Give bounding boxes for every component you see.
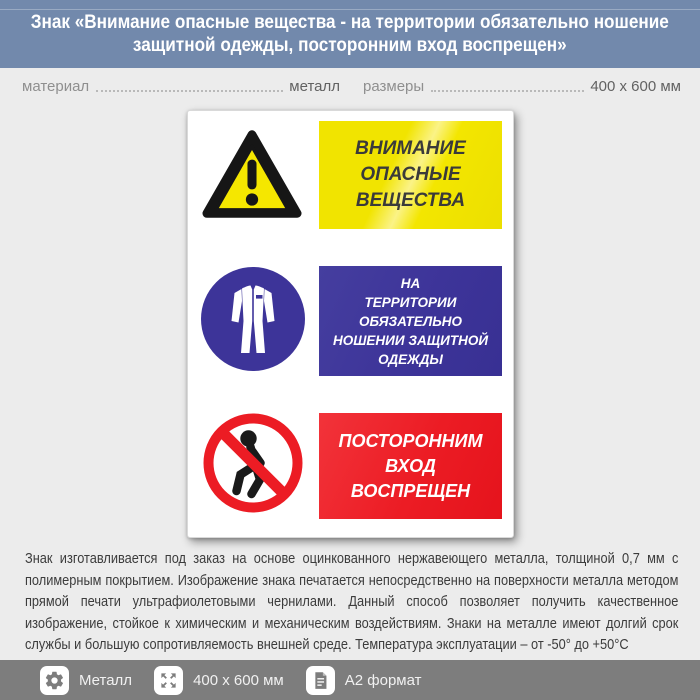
gear-icon [40,666,69,695]
mandatory-line: НОШЕНИИ ЗАЩИТНОЙ [332,332,489,348]
warning-line: ВНИМАНИЕ [355,138,466,159]
mandatory-panel [319,266,502,376]
no-pedestrians-icon [203,413,303,513]
warning-line: ВЕЩЕСТВА [355,190,466,211]
mandatory-line: ТЕРРИТОРИИ [364,294,457,310]
dotted-leader [96,89,283,92]
size-attribute [363,78,681,95]
material-value: металл [289,78,340,95]
warning-line: ОПАСНЫЕ [360,164,461,185]
feature-format [306,666,422,695]
prohibition-line: ПОСТОРОННИМ [338,430,483,451]
mandatory-line: ОБЯЗАТЕЛЬНО [358,313,463,329]
page-title-line1: Знак «Внимание опасные вещества - на территории обязательно ношение [30,11,669,33]
material-attribute [22,78,340,95]
attributes-row [0,78,700,102]
warning-panel [319,121,502,229]
size-label: размеры [363,78,425,95]
prohibition-line: ВОСПРЕЩЕН [350,480,471,501]
feature-size [154,666,284,695]
feature-material-label: Металл [79,671,133,689]
feature-size-label: 400 x 600 мм [193,671,284,689]
document-icon [306,666,335,695]
page-title-line2: защитной одежды, посторонним вход воспрещен» [132,34,567,56]
dotted-leader [431,89,584,92]
page-title [0,11,700,57]
mandatory-line: НА [400,275,421,291]
prohibition-panel [319,413,502,519]
expand-arrows-icon [154,666,183,695]
page-header [0,0,700,68]
size-value: 400 x 600 мм [590,78,681,95]
warning-triangle-icon [202,126,302,222]
material-label: материал [22,78,90,95]
mandatory-line: ОДЕЖДЫ [378,351,443,367]
protective-clothing-icon [201,267,305,371]
sign-product-image[interactable] [187,110,514,538]
page-footer [0,660,700,700]
product-description: Знак изготавливается под заказ на основе оцинкованного нержавеющего металла, толщиной 0,7 мм с полимерным покрытием. Изображение знака печатается непосредственно на поверхности металла методом прямой печати ультрафиолетовыми чернилами. Данный способ позволяет получить качественное изображение, стойкое к химическим и механическим воздействиям. Знаки на металле имеют долгий срок службы и большую сопротивляемость внешней среде. Температура эксплуатации – от -50° до +50°С [25,550,679,653]
prohibition-line: ВХОД [385,455,436,476]
feature-format-label: А2 формат [344,671,422,689]
feature-material [40,666,132,695]
